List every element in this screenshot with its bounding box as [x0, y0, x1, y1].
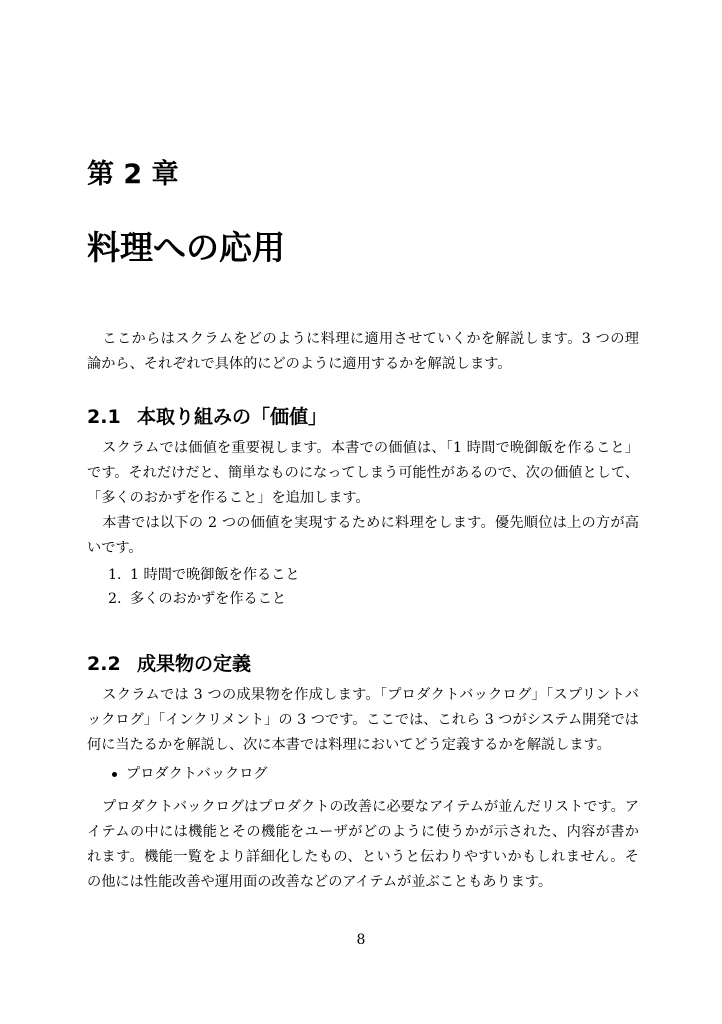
product-backlog-paragraph [87, 795, 639, 895]
section-title: 成果物の定義 [137, 653, 252, 675]
page-number: 8 [356, 932, 366, 948]
list-item [108, 587, 300, 611]
paragraph [87, 511, 639, 561]
section-title: 本取り組みの「価値」 [137, 406, 328, 428]
paragraph-text: 本書では以下の 2 つの価値を実現するために料理をします。優先順位は上の方が高いです。 [87, 515, 639, 556]
section-2-2-body [87, 683, 639, 758]
intro-paragraph [87, 327, 639, 377]
paragraph-text: スクラムでは 3 つの成果物を作成します。「プロダクトバックログ」「スプリントバックログ」「インクリメント」の 3 つです。ここでは、これら 3 つがシステム開発では何に当たるかを解説し、次に本書では料理においてどう定義するかを解説します。 [87, 687, 639, 753]
chapter-label: 第 2 章 [87, 159, 179, 190]
list-item-text: 多くのおかずを作ること [130, 591, 287, 607]
section-heading-2-1 [87, 402, 327, 429]
section-number: 2.2 [87, 653, 121, 675]
list-marker: 2. [108, 591, 122, 607]
bullet-icon [112, 772, 117, 777]
chapter-title: 料理への応用 [87, 228, 285, 267]
artifact-list [104, 762, 268, 786]
section-heading-2-2 [87, 649, 251, 676]
paragraph [87, 683, 639, 758]
list-item-text: 1 時間で晩御飯を作ること [130, 567, 300, 583]
list-item [108, 563, 300, 587]
list-marker: 1. [108, 567, 122, 583]
list-item-text: プロダクトバックログ [126, 766, 268, 782]
paragraph [87, 436, 639, 511]
list-item [104, 762, 268, 786]
section-number: 2.1 [87, 406, 121, 428]
section-2-1-body [87, 436, 639, 561]
value-list [108, 563, 300, 611]
paragraph-text: プロダクトバックログはプロダクトの改善に必要なアイテムが並んだリストです。アイテムの中には機能とその機能をユーザがどのように使うかが示された、内容が書かれます。機能一覧をより詳細化したもの、というと伝わりやすいかもしれません。その他には性能改善や運用面の改善などのアイテムが並ぶこともあります。 [87, 799, 639, 890]
paragraph-text: スクラムでは価値を重要視します。本書での価値は、「1 時間で晩御飯を作ること」です。それだけだと、簡単なものになってしまう可能性があるので、次の価値として、「多くのおかずを作ること」を追加します。 [87, 440, 639, 506]
intro-text: ここからはスクラムをどのように料理に適用させていくかを解説します。3 つの理論から、それぞれで具体的にどのように適用するかを解説します。 [87, 331, 639, 372]
